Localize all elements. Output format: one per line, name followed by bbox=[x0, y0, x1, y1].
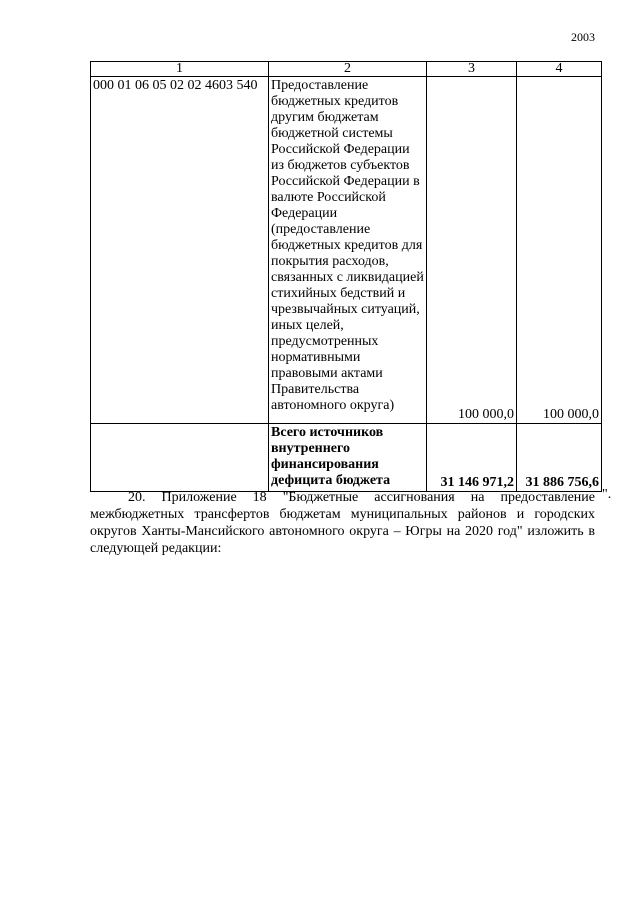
closing-quote-mark: ". bbox=[602, 487, 612, 502]
table-row bbox=[91, 77, 602, 424]
amount-cell-col3: 100 000,0 bbox=[427, 77, 517, 424]
budget-code-cell: 000 01 06 05 02 02 4603 540 bbox=[91, 77, 269, 424]
column-header-4: 4 bbox=[517, 62, 602, 77]
description-cell: Предоставление бюджетных кредитов другим бюджетам бюджетной системы Российской Федерации из бюджетов субъектов Российской Федерации в валюте Российской Федерации (предоставление бюджетных кредитов для покрытия расходов, связанных с ликвидацией стихийных бедствий и чрезвычайных ситуаций, иных целей, предусмотренных нормативными правовыми актами Правительства автономного округа) bbox=[269, 77, 427, 424]
total-amount-col3: 31 146 971,2 bbox=[427, 424, 517, 492]
total-amount-col4: 31 886 756,6 bbox=[517, 424, 602, 492]
amount-cell-col4: 100 000,0 bbox=[517, 77, 602, 424]
column-header-1: 1 bbox=[91, 62, 269, 77]
column-header-2: 2 bbox=[269, 62, 427, 77]
total-description-cell: Всего источников внутреннего финансирования дефицита бюджета bbox=[269, 424, 427, 492]
total-code-cell bbox=[91, 424, 269, 492]
table-total-row bbox=[91, 424, 602, 492]
page-number: 2003 bbox=[571, 30, 595, 44]
column-header-3: 3 bbox=[427, 62, 517, 77]
table-header-row bbox=[91, 62, 602, 77]
budget-sources-table bbox=[90, 61, 602, 492]
amendment-paragraph: 20. Приложение 18 "Бюджетные ассигнования на предоставление межбюджетных трансфертов бюджетам муниципальных районов и городских округов Ханты-Мансийского автономного округа – Югры на 2020 год" изложить в следующей редакции: bbox=[90, 490, 595, 556]
